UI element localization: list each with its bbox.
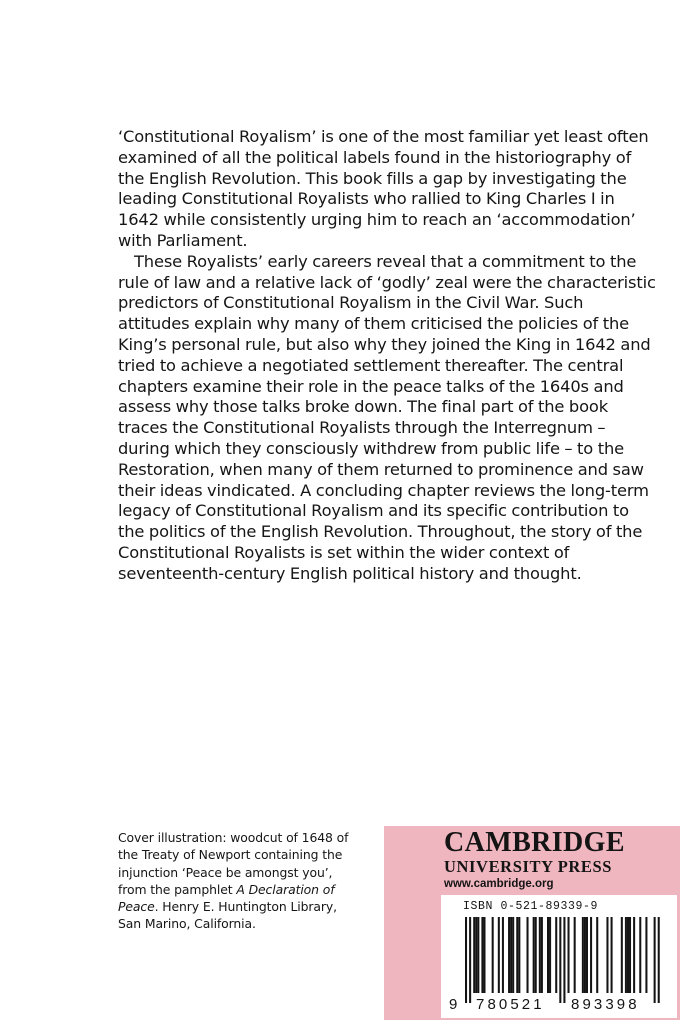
credit-text: . Henry E. Huntington Library, [154,899,337,915]
barcode-bar [535,917,537,993]
barcode-bar [483,917,485,993]
barcode-bar [539,917,541,993]
publisher-subtitle: UNIVERSITY PRESS [444,857,613,876]
barcode-bar [516,917,518,993]
credit-text: from the pamphlet [118,881,237,897]
barcode-guard-bar [654,917,656,1003]
barcode-bar [625,917,627,993]
blurb-paragraph-2: These Royalists’ early careers reveal that a commitment to the rule of law and a relative lack of ‘godly’ zeal were the characteristic predictors of Constitutional Royalism in the Civil War. Such attitudes explain why many of them criticised the policies of the King’s personal rule, but also why they joined the King in 1642 and tried to achieve a negotiated settlement thereafter. The central chapters examine their role in the peace talks of the 1640s and assess why those talks broke down. The final part of the book traces the Constitutional Royalists through the Interregnum – during which they consciously withdrew from public life – to the Restoration, when many of them returned to prominence and saw their ideas vindicated. A concluding chapter reviews the long-term legacy of Constitutional Royalism and its specific contribution to the politics of the English Revolution. Throughout, the story of the Constitutional Royalists is set within the wider context of seventeenth-century English political history and thought. [118,251,656,583]
barcode-bar [549,917,551,993]
barcode-guard-bar [563,917,565,1003]
barcode-bar [541,917,543,993]
credit-line: injunction ‘Peace be amongst you’, [118,864,333,880]
barcode-bar [502,917,504,993]
barcode-left-digits: 780521 [476,996,545,1013]
barcode-first-digit: 9 [449,996,461,1013]
credit-line [118,881,363,898]
cover-illustration-credit [118,829,363,933]
credit-line: San Marino, California. [118,916,256,932]
barcode-bar [533,917,535,993]
publisher-panel [384,826,680,1020]
barcode-bar [596,917,598,993]
pamphlet-title: Peace [118,899,155,915]
back-cover-blurb [118,127,658,585]
barcode-bar [508,917,510,993]
credit-line: the Treaty of Newport containing the [118,847,343,863]
credit-line [118,898,363,915]
barcode-bar [473,917,475,993]
barcode-bar [627,917,629,993]
pamphlet-title: A Declaration of [236,881,335,897]
publisher-url: www.cambridge.org [444,878,554,890]
barcode-bar [639,917,641,993]
barcode-bar [621,917,623,993]
barcode-guard-bar [465,917,467,1003]
barcode-bar [527,917,529,993]
publisher-name: CAMBRIDGE [444,827,625,858]
barcode-box [441,895,677,1018]
barcode-guard-bar [559,917,561,1003]
barcode-bar [477,917,479,993]
barcode-right-digits: 893398 [571,996,640,1013]
barcode-bar [492,917,494,993]
barcode-bar [498,917,500,993]
barcode-bar [475,917,477,993]
barcode-bar [518,917,520,993]
barcode-bar [582,917,584,993]
barcode-bar [512,917,514,993]
barcode-bar [629,917,631,993]
barcode-bar [611,917,613,993]
barcode-bar [590,917,592,993]
credit-line: Cover illustration: woodcut of 1648 of [118,830,349,845]
barcode-bar [547,917,549,993]
barcode-bar [586,917,588,993]
barcode-bar [645,917,647,993]
barcode-bar [510,917,512,993]
barcode-bar [568,917,570,993]
blurb-paragraph-1: ‘Constitutional Royalism’ is one of the most familiar yet least often examined of all the political labels found in the historiography of the English Revolution. This book fills a gap by investigating the leading Constitutional Royalists who rallied to King Charles I in 1642 while consistently urging him to reach an ‘accommodation’ with Parliament. [118,127,649,250]
barcode-bar [584,917,586,993]
barcode-bar [633,917,635,993]
isbn-label: ISBN 0-521-89339-9 [463,900,599,913]
barcode-bar [606,917,608,993]
barcode-bar [481,917,483,993]
barcode-bar [574,917,576,993]
barcode-bar [555,917,557,993]
barcode-guard-bar [469,917,471,1003]
barcode-guard-bar [658,917,660,1003]
